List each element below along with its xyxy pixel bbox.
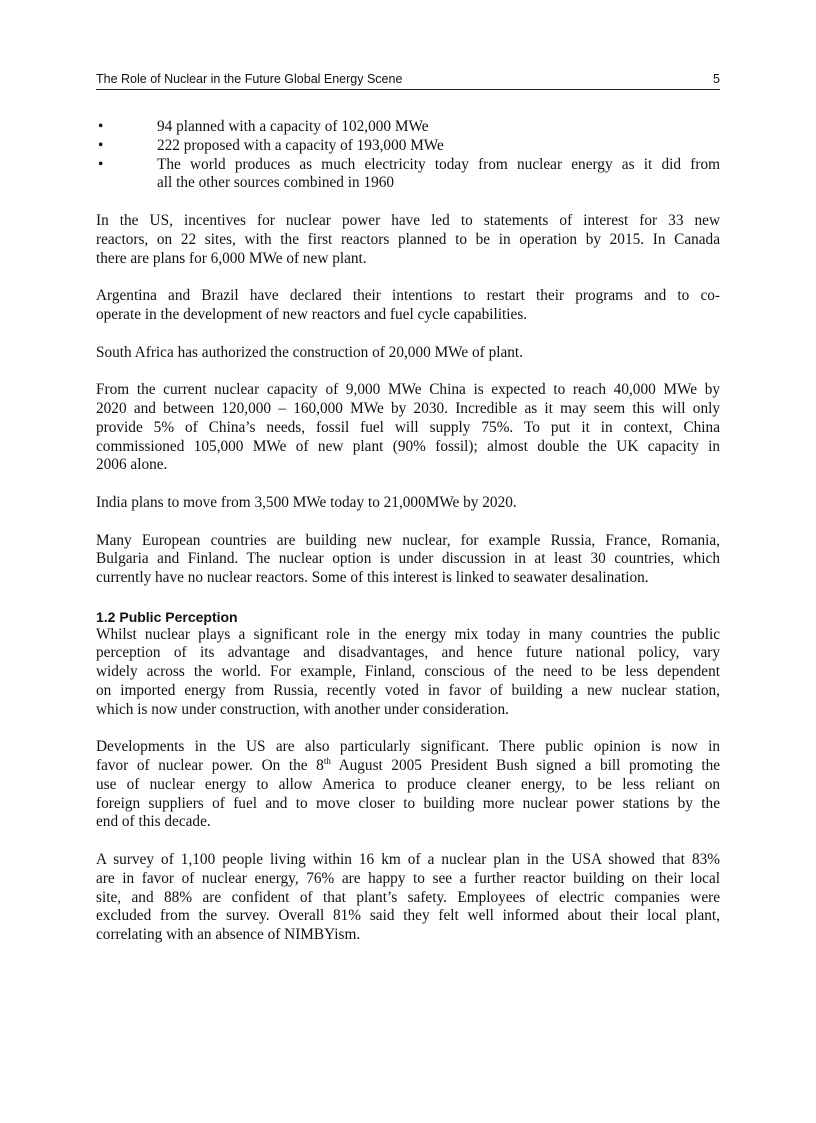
paragraph-line: 2020 and between 120,000 – 160,000 MWe by 2030. Incredible as it may seem this will only: [96, 399, 720, 417]
paragraph-line: In the US, incentives for nuclear power have led to statements of interest for 33 new: [96, 211, 720, 229]
paragraph: [96, 494, 720, 513]
list-item-line: [96, 137, 720, 156]
paragraph-line: use of nuclear energy to allow America to produce cleaner energy, to be less reliant on: [96, 775, 720, 793]
paragraph-line: perception of its advantage and disadvantages, and hence future national policy, vary: [96, 644, 720, 662]
paragraph-line: 2006 alone.: [96, 456, 168, 474]
paragraph-line: operate in the development of new reactors and fuel cycle capabilities.: [96, 305, 528, 323]
list-item-text: all the other sources combined in 1960: [157, 174, 395, 192]
list-item: [96, 118, 720, 137]
paragraph-line: Developments in the US are also particularly significant. There public opinion is now in: [96, 738, 720, 756]
paragraph: [96, 344, 720, 363]
paragraph-line: site, and 88% are confident of that plant’s safety. Employees of electric companies were: [96, 888, 720, 906]
paragraph: [96, 287, 720, 325]
paragraph-line: provide 5% of China’s needs, fossil fuel will supply 75%. To put it in context, China: [96, 418, 720, 436]
paragraph-line: From the current nuclear capacity of 9,000 MWe China is expected to reach 40,000 MWe by: [96, 381, 720, 399]
paragraph-spacer: [96, 362, 720, 381]
paragraph-spacer: [96, 720, 720, 739]
paragraph-line: widely across the world. For example, Finland, conscious of the need to be less dependent: [96, 663, 720, 681]
paragraph-line: South Africa has authorized the construction of 20,000 MWe of plant.: [96, 343, 523, 361]
paragraph-line: correlating with an absence of NIMBYism.: [96, 926, 361, 944]
running-header: [96, 71, 720, 90]
paragraph-line: Many European countries are building new nuclear, for example Russia, France, Romania,: [96, 531, 720, 549]
paragraph-line: there are plans for 6,000 MWe of new plant.: [96, 249, 367, 267]
list-item: [96, 137, 720, 156]
bullet-list: [96, 118, 720, 193]
paragraph-line: favor of nuclear power. On the 8th August 2005 President Bush signed a bill promoting the: [96, 756, 721, 775]
paragraph-spacer: [96, 832, 720, 851]
paragraph: [96, 738, 720, 832]
paragraph-line: on imported energy from Russia, recently voted in favor of building a new nuclear station,: [96, 681, 720, 699]
paragraph-spacer: [96, 193, 720, 212]
paragraph-line: A survey of 1,100 people living within 16 km of a nuclear plan in the USA showed that 83%: [96, 851, 720, 869]
paragraph: [96, 532, 720, 588]
paragraph-spacer: [96, 475, 720, 494]
list-item-text: 94 planned with a capacity of 102,000 MWe: [157, 118, 429, 135]
bullet-icon: •: [98, 136, 104, 154]
paragraph: [96, 212, 720, 268]
paragraph: [96, 381, 720, 475]
paragraph-line: which is now under construction, with another under consideration.: [96, 700, 509, 718]
list-item-text: The world produces as much electricity today from nuclear energy as it did from: [157, 155, 720, 173]
section-heading: 1.2 Public Perception: [96, 608, 238, 625]
paragraph-spacer: [96, 513, 720, 532]
list-item-line: [96, 118, 720, 137]
paragraph-line: India plans to move from 3,500 MWe today to 21,000MWe by 2020.: [96, 493, 517, 511]
paragraph-line: excluded from the survey. Overall 81% said they felt well informed about their local plant,: [96, 907, 720, 925]
list-item-text: 222 proposed with a capacity of 193,000 MWe: [157, 136, 444, 154]
paragraph-line: reactors, on 22 sites, with the first reactors planned to be in operation by 2015. In Canada: [96, 230, 720, 248]
paragraph-line: end of this decade.: [96, 813, 211, 831]
paragraph-line: commissioned 105,000 MWe of new plant (90% fossil); almost double the UK capacity in: [96, 437, 720, 455]
paragraph-line: Whilst nuclear plays a significant role in the energy mix today in many countries the public: [96, 625, 720, 643]
list-item: [96, 156, 720, 194]
list-item-line: [96, 174, 720, 193]
bullet-icon: •: [98, 118, 104, 135]
paragraph-line: Argentina and Brazil have declared their intentions to restart their programs and to co-: [96, 287, 720, 305]
superscript: th: [323, 756, 331, 766]
header-title: The Role of Nuclear in the Future Global Energy Scene: [96, 72, 403, 86]
paragraph-line: Bulgaria and Finland. The nuclear option is under discussion in at least 30 countries, which: [96, 550, 720, 568]
paragraph-spacer: [96, 268, 720, 287]
paragraph: [96, 626, 720, 720]
paragraph-line: are in favor of nuclear energy, 76% are happy to see a further reactor building on their local: [96, 869, 720, 887]
paragraph-spacer: [96, 325, 720, 344]
paragraph: [96, 851, 720, 945]
paragraph-line: currently have no nuclear reactors. Some of this interest is linked to seawater desalination.: [96, 569, 649, 587]
paragraph-spacer: [96, 588, 720, 607]
bullet-icon: •: [98, 155, 104, 173]
page-number: 5: [713, 72, 720, 86]
paragraph-line: foreign suppliers of fuel and to move closer to building more nuclear power stations by the: [96, 794, 720, 812]
page-body: [96, 118, 720, 945]
list-item-line: [96, 156, 720, 175]
